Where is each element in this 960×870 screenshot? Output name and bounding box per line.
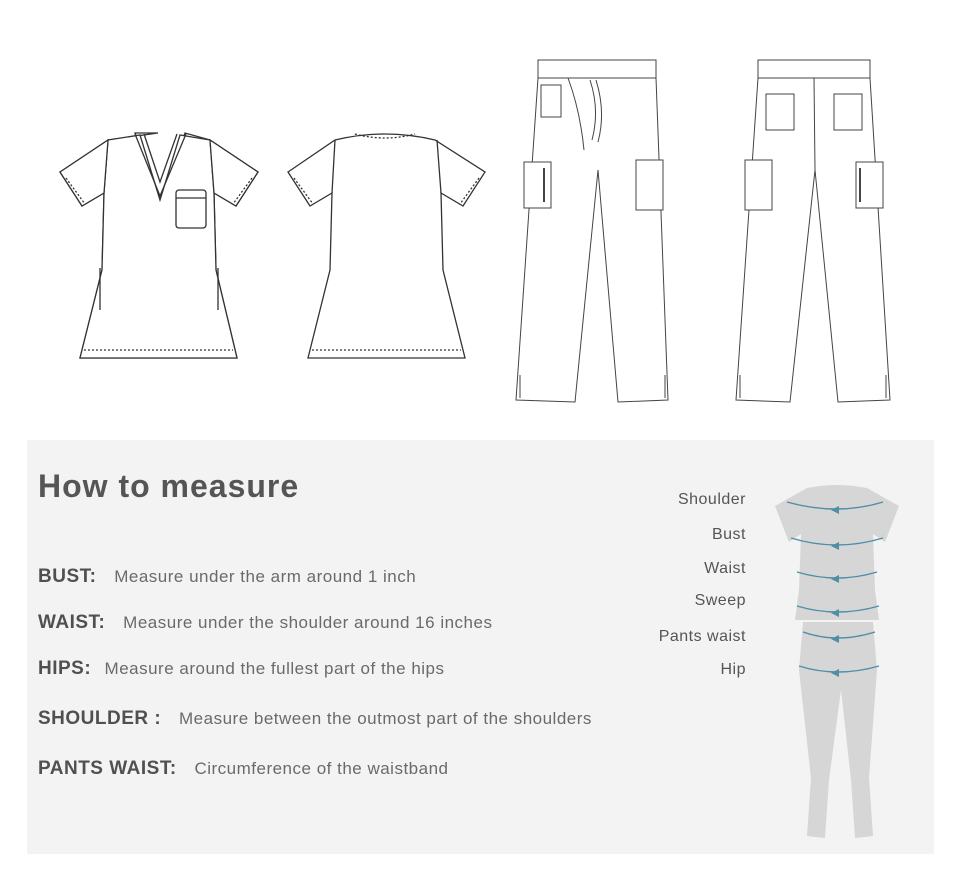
figure-label-pants-waist: Pants waist bbox=[658, 628, 746, 645]
scrub-pants-back-icon bbox=[736, 60, 890, 402]
figure-label-hip: Hip bbox=[720, 661, 746, 678]
body-silhouette-icon bbox=[767, 480, 917, 850]
figure-label-shoulder: Shoulder bbox=[677, 491, 746, 508]
measurement-label: SHOULDER : bbox=[38, 708, 162, 729]
figure-label-waist: Waist bbox=[704, 560, 746, 577]
measurement-waist bbox=[38, 612, 492, 634]
measurement-label: PANTS WAIST: bbox=[38, 758, 177, 779]
measurement-shoulder bbox=[38, 708, 592, 730]
measurement-description: Measure under the arm around 1 inch bbox=[114, 567, 417, 586]
measurement-hips bbox=[38, 658, 445, 680]
scrub-top-back-icon bbox=[288, 134, 485, 358]
figure-label-sweep: Sweep bbox=[694, 592, 746, 609]
panel-title: How to measure bbox=[38, 468, 300, 504]
garment-sketches bbox=[0, 0, 960, 430]
scrub-top-front-icon bbox=[60, 133, 258, 358]
measurement-description: Circumference of the waistband bbox=[194, 759, 449, 778]
measurement-label: WAIST: bbox=[38, 612, 106, 633]
scrub-pants-front-icon bbox=[516, 60, 668, 402]
measurement-description: Measure under the shoulder around 16 inches bbox=[123, 613, 493, 632]
measurement-bust bbox=[38, 566, 416, 588]
measurement-pants-waist bbox=[38, 758, 449, 780]
figure-label-bust: Bust bbox=[711, 526, 746, 543]
measurement-description: Measure between the outmost part of the shoulders bbox=[179, 709, 592, 728]
measurement-label: BUST: bbox=[38, 566, 97, 587]
measurement-description: Measure around the fullest part of the hips bbox=[104, 659, 445, 678]
measurement-label: HIPS: bbox=[38, 658, 92, 679]
how-to-measure-panel bbox=[27, 440, 934, 854]
